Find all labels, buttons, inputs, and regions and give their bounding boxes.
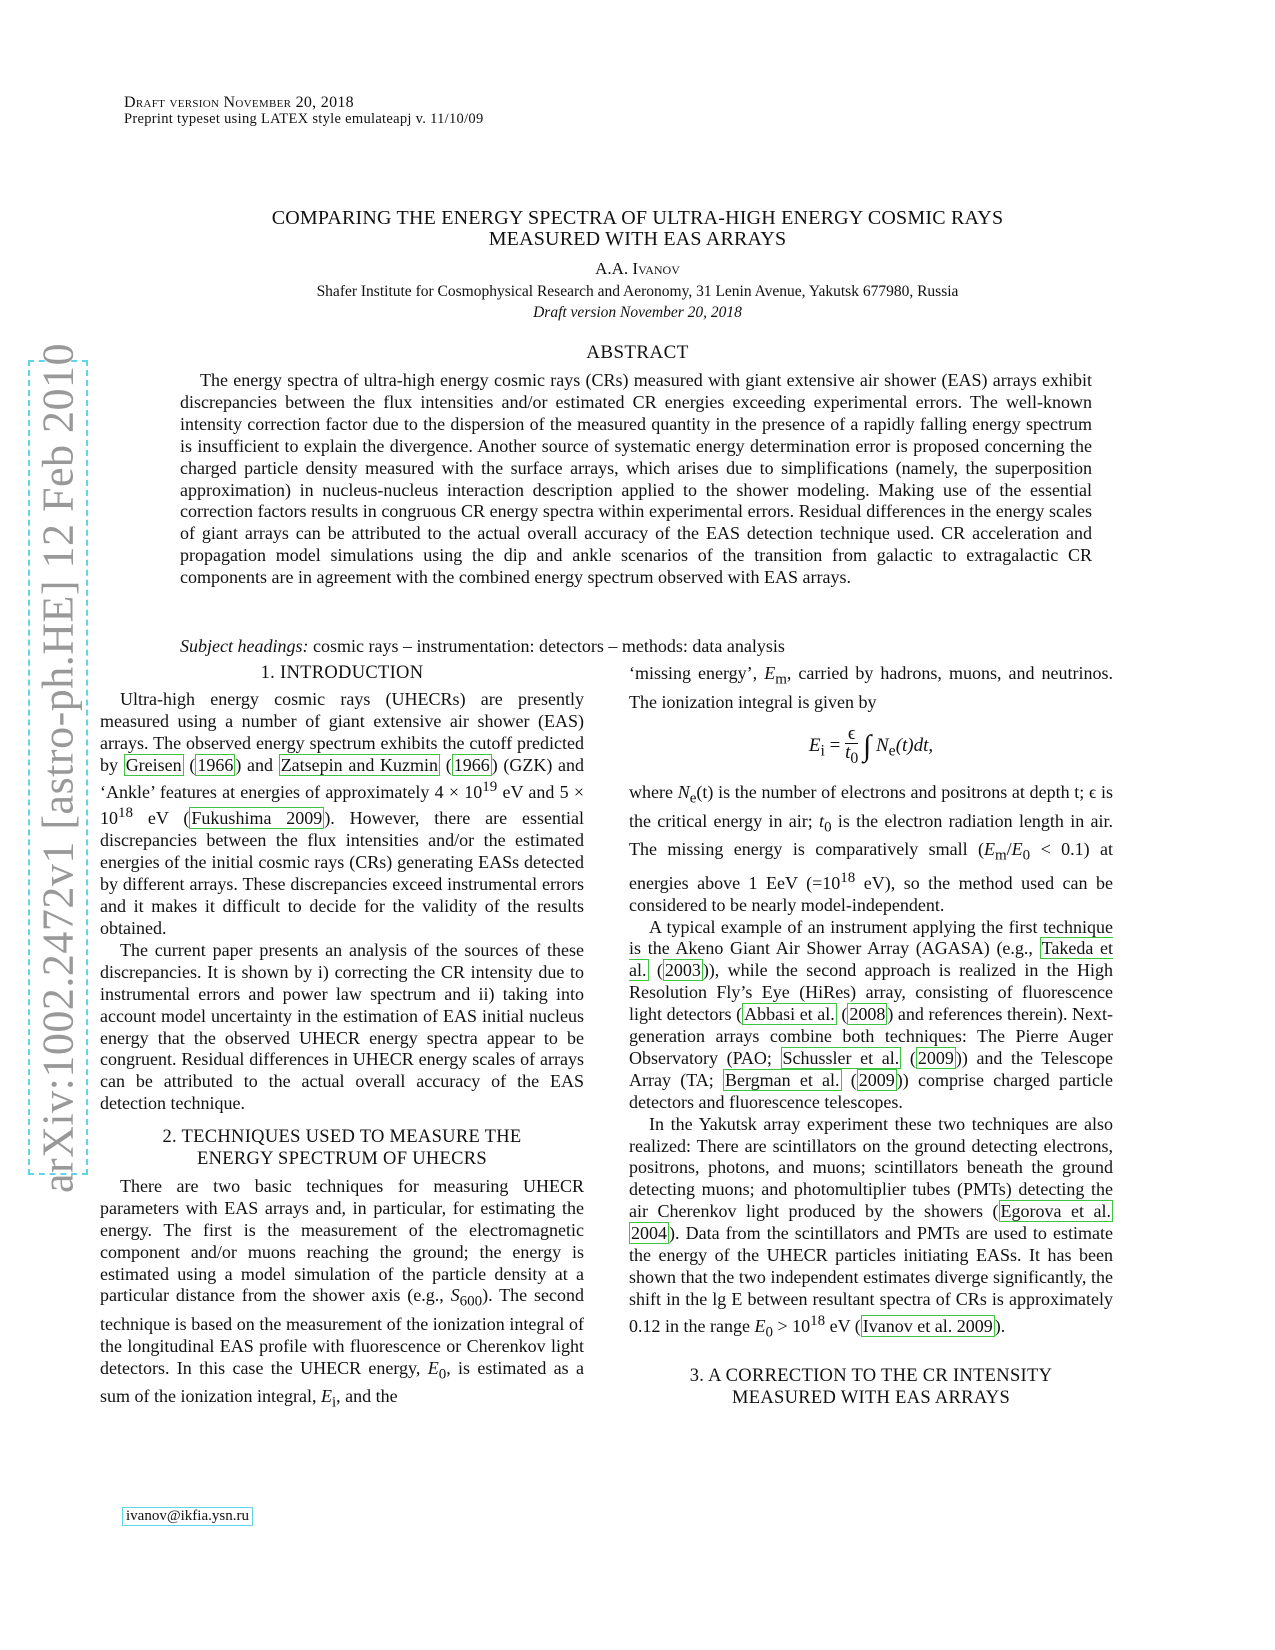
text-run: is the electron radiation length in air. The missing energy is comparatively small (: [629, 810, 1114, 860]
math-var: N: [875, 735, 889, 757]
text-run: eV and 5 × 10: [100, 781, 584, 829]
text-run: (t) is the number of electrons and positrons at depth t; ϵ is the critical energy in air;: [629, 782, 1114, 831]
subscript: e: [888, 742, 896, 760]
text-run: )) comprise charged particle detectors and fluorescence telescopes.: [629, 1069, 1113, 1112]
section-2-heading-line-2: ENERGY SPECTRUM OF UHECRS: [196, 1149, 487, 1170]
text-run: ). The second technique is based on the measurement of the ionization integral of the longitudinal EAS profile with fluorescence or Cherenkov light detectors. In this case the UHECR energy,: [100, 1285, 584, 1378]
draft-date: Draft version November 20, 2018: [533, 304, 742, 321]
superscript: 19: [482, 778, 498, 795]
intro-paragraph-2: The current paper presents an analysis of the sources of these discrepancies. It is shown by i) correcting the CR intensity due to instrumental errors and power law spectrum and ii) taking into account model uncertainty in the estimation of EAS initial nucleus energy that the observed UHECR energy spectra appear to be congruent. Residual differences in UHECR energy scales of arrays can be attributed to the actual overall accuracy of the EAS detection technique.: [100, 939, 584, 1114]
right-paragraph-0: [629, 663, 1113, 713]
text-run: ) and: [235, 754, 279, 775]
preprint-line: Preprint typeset using LATEX style emulateapj v. 11/10/09: [124, 111, 484, 127]
subscript: 0: [824, 819, 832, 836]
text-run: ). However, there are essential discrepancies between the flux intensities and/or the estimated energies of the initial cosmic rays (CRs) generating EASs detected by different arrays. These discrepancies exceed instrumental errors and it makes it difficult to decide for the validity of the results obtained.: [100, 808, 584, 938]
title-line-2: MEASURED WITH EAS ARRAYS: [488, 228, 787, 250]
subject-headings-label: Subject headings:: [180, 636, 309, 656]
subscript: i: [820, 742, 825, 760]
ref-takeda-year-link[interactable]: 2003: [664, 960, 701, 981]
author-email-link[interactable]: ivanov@ikfia.ysn.ru: [122, 1507, 253, 1526]
math-var: E: [983, 839, 995, 860]
ref-zatsepin-year-link[interactable]: 1966: [453, 754, 490, 775]
eq-denominator: [845, 744, 858, 768]
subject-headings-text: cosmic rays – instrumentation: detectors – methods: data analysis: [312, 636, 785, 656]
text-run: where: [629, 782, 678, 803]
subscript: e: [689, 790, 697, 807]
eq-lhs: E: [808, 735, 821, 757]
subscript: 0: [1022, 847, 1031, 864]
text-run: ‘missing energy’,: [629, 663, 765, 683]
left-column: [100, 663, 584, 1415]
superscript: 18: [840, 869, 856, 886]
ref-greisen-link[interactable]: Greisen: [125, 754, 182, 775]
ref-bergman-year-link[interactable]: 2009: [858, 1069, 895, 1090]
text-run: , carried by hadrons, muons, and neutrinos. The ionization integral is given by: [629, 663, 1113, 712]
section-3-heading-line-2: MEASURED WITH EAS ARRAYS: [731, 1388, 1011, 1409]
text-run: eV (: [825, 1315, 861, 1336]
right-paragraph-3: [629, 1114, 1113, 1345]
right-paragraph-1: [629, 782, 1113, 916]
section-3-heading-line-1: 3. A CORRECTION TO THE CR INTENSITY: [689, 1366, 1053, 1387]
subscript: m: [775, 671, 787, 688]
text-run: In the Yakutsk array experiment these two techniques are also realized: There are scintillators on the ground detecting electrons, positrons, photons, and muons; scintillators beneath the ground detecting muons; and photomultiplier tubes (PMTs) detecting the air Cherenkov light produced by the showers (: [629, 1113, 1113, 1222]
section-2-heading-line-1: 2. TECHNIQUES USED TO MEASURE THE: [162, 1127, 522, 1148]
subscript: 0: [850, 750, 859, 768]
math-var: E: [1011, 839, 1023, 860]
section-1-heading: 1. INTRODUCTION: [260, 663, 424, 683]
math-var: S: [450, 1285, 460, 1306]
title-line-1: COMPARING THE ENERGY SPECTRA OF ULTRA-HIGH ENERGY COSMIC RAYS: [271, 207, 1004, 229]
ref-egorova-year-link[interactable]: 2004: [631, 1223, 667, 1244]
right-column: [629, 663, 1113, 1410]
arxiv-stamp-link[interactable]: [28, 342, 88, 1193]
draft-version-label: Draft version November 20, 2018: [124, 94, 354, 111]
ref-abbasi-link[interactable]: Abbasi et al.: [744, 1004, 835, 1025]
text-run: )) and the Telescope Array (TA;: [629, 1047, 1114, 1090]
affiliation: Shafer Institute for Cosmophysical Research and Aeronomy, 31 Lenin Avenue, Yakutsk 677980, Russia: [316, 283, 959, 300]
text-run: > 10: [772, 1315, 811, 1336]
subscript: i: [331, 1394, 337, 1411]
text-run: Ultra-high energy cosmic rays (UHECRs) are presently measured using a number of giant extensive air shower (EAS) arrays. The observed energy spectrum exhibits the cutoff predicted by: [100, 688, 584, 775]
ref-fukushima-link[interactable]: Fukushima 2009: [191, 808, 323, 829]
text-run: ) and references therein). Next-generation arrays combine both techniques: The Pierre Auger Observatory (PAO;: [629, 1004, 1113, 1068]
text-run: ). Data from the scintillators and PMTs are used to estimate the energy of the UHECR particles initiating EASs. It has been shown that the two independent estimates diverge significantly, the shift in the lg E between resultant spectra of CRs is approximately 0.12 in the range: [629, 1223, 1113, 1336]
subject-headings: [180, 636, 1092, 657]
ref-ivanov-link[interactable]: Ivanov et al. 2009: [862, 1315, 993, 1336]
text-run: ).: [994, 1315, 1006, 1336]
text-run: , and the: [336, 1386, 398, 1407]
paper-title: [150, 208, 1125, 250]
ionization-integral-equation: $E_i$ = $\frac{\epsilon}{t_0}$ ∫ $N_e(t)dt$,: [808, 723, 934, 768]
ref-zatsepin-kuzmin-link[interactable]: Zatsepin and Kuzmin: [280, 754, 439, 775]
ref-greisen-year-link[interactable]: 1966: [197, 754, 234, 775]
subscript: m: [994, 847, 1007, 864]
superscript: 18: [118, 805, 133, 822]
ref-abbasi-year-link[interactable]: 2008: [849, 1004, 886, 1025]
subscript: 0: [438, 1366, 447, 1383]
superscript: 18: [810, 1312, 826, 1329]
ref-takeda-link[interactable]: Takeda et al.: [629, 938, 1114, 981]
text-run: There are two basic techniques for measuring UHECR parameters with EAS arrays and, in particular, for estimating the energy. The first is the measurement of the electromagnetic component and/or muons reaching the ground; the energy is estimated using a model simulation of the particle density at a particular distance from the shower axis (e.g.,: [100, 1175, 584, 1306]
subscript: 0: [765, 1324, 773, 1341]
math-var: E: [754, 1315, 766, 1336]
math-var: t: [845, 742, 851, 764]
eq-fraction: [845, 725, 858, 768]
section-2-heading: [100, 1127, 584, 1171]
text-run: eV), so the method used can be considered to be nearly model-independent.: [629, 872, 1113, 915]
text-run: A typical example of an instrument applying the first technique is the Akeno Giant Air Shower Array (AGASA) (e.g.,: [629, 916, 1113, 959]
ref-schussler-link[interactable]: Schussler et al.: [782, 1047, 900, 1068]
abstract-text: The energy spectra of ultra-high energy cosmic rays (CRs) measured with giant extensive air shower (EAS) arrays exhibit discrepancies between the flux intensities and/or estimated CR energies exceeding experimental errors. The well-known intensity correction factor due to the dispersion of the measured quantity in the presence of a rapidly falling energy spectrum is insufficient to explain the divergence. Another source of systematic energy determination error is proposed concerning the charged particle density measured with the surface arrays, which arises due to simplifications (namely, the superposition approximation) in nucleus-nucleus interaction description applied to the shower modeling. Making use of the essential correction factors results in congruous CR energy spectra within experimental errors. Residual differences in the energy scales of giant arrays can be attributed to the actual overall accuracy of the EAS detection technique used. CR acceleration and propagation model simulations using the dip and ankle scenarios of the transition from galactic to extragalactic CR components are in agreement with the combined energy spectrum observed with EAS arrays.: [180, 370, 1092, 588]
right-paragraph-2: A typical example of an instrument applying the first technique is the Akeno Giant Air Shower Array (AGASA) (e.g., Takeda et al. ( 2003 )), while the second approach is realized in the High Resolution Fly’s Eye (HiRes) array, consisting of fluorescence light detectors ( Abbasi et al. ( 2008 ) and references therein). Next-generation arrays combine both techniques: The Pierre Auger Observatory (PAO; Schussler et al. ( 2009 )) and the Telescope Array (TA; Bergman et al. ( 2009 )) comprise charged particle detectors and fluorescence telescopes.: [629, 916, 1114, 1112]
techniques-paragraph-1: [100, 1176, 584, 1415]
text-run: , is estimated as a sum of the ionization integral,: [100, 1357, 584, 1407]
text-run: < 0.1) at energies above 1 EeV (=10: [629, 839, 1113, 893]
arxiv-stamp-text: arXiv:1002.2472v1 [astro-ph.HE] 12 Feb 2010: [33, 342, 83, 1193]
author-name: A.A. Ivanov: [595, 259, 680, 278]
math-var: N: [677, 782, 690, 803]
section-3-heading: [629, 1366, 1113, 1410]
intro-paragraph-1: Ultra-high energy cosmic rays (UHECRs) are presently measured using a number of giant extensive air shower (EAS) arrays. The observed energy spectrum exhibits the cutoff predicted by Greisen ( 1966 ) and Zatsepin and Kuzmin ( 1966 ) (GZK) and ‘Ankle’ features at energies of approximately $4 \times 10^{19}$ eV and $5 \times 10^{18}$ eV ( Fukushima 2009 ). However, there are essential discrepancies between the flux intensities and/or the estimated energies of the initial cosmic rays (CRs) generating EASs detected by different arrays. These discrepancies exceed instrumental errors and it makes it difficult to decide for the validity of the results obtained.: [100, 688, 585, 938]
text-run: eV (: [133, 808, 190, 829]
abstract-heading: ABSTRACT: [586, 342, 689, 363]
math-var: E: [764, 663, 776, 683]
math-var: E: [320, 1386, 332, 1407]
text-run: )), while the second approach is realized in the High Resolution Fly’s Eye (HiRes) array, consisting of fluorescence light detectors (: [629, 960, 1113, 1025]
math-var: (t)dt,: [895, 735, 934, 757]
text-run: /: [1006, 839, 1012, 860]
ref-schussler-year-link[interactable]: 2009: [917, 1047, 954, 1068]
ref-bergman-link[interactable]: Bergman et al.: [724, 1069, 840, 1090]
eq-numerator: ϵ: [845, 725, 858, 744]
subscript: 600: [459, 1294, 483, 1311]
math-var: E: [427, 1357, 439, 1378]
math-var: t: [819, 810, 825, 831]
integral-sign: ∫: [863, 729, 872, 763]
text-run: ) (GZK) and ‘Ankle’ features at energies of approximately 4 × 10: [100, 754, 585, 802]
page-header: [124, 95, 484, 127]
ref-egorova-link[interactable]: Egorova et al.: [1000, 1201, 1111, 1222]
